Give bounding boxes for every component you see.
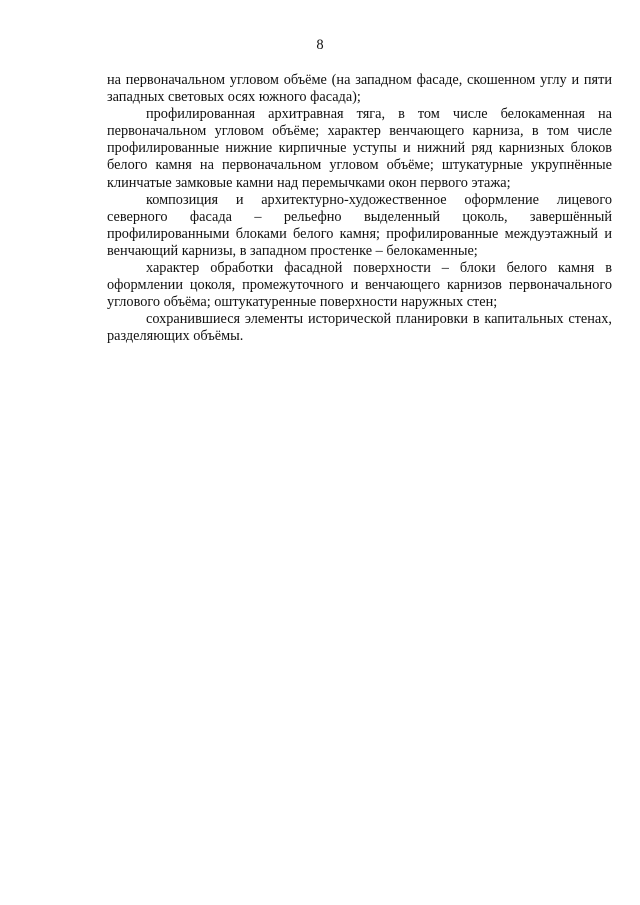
paragraph-continuation: на первоначальном угловом объёме (на западном фасаде, скошенном углу и пяти западных световых осях южного фасада); xyxy=(107,72,612,106)
page-number: 8 xyxy=(316,37,324,53)
paragraph-surface-treatment: характер обработки фасадной поверхности – блоки белого камня в оформлении цоколя, промежуточного и венчающего карнизов первоначального углового объёма; оштукатуренные поверхности наружных стен; xyxy=(107,260,612,311)
paragraph-planning: сохранившиеся элементы исторической планировки в капитальных стенах, разделяющих объёмы. xyxy=(107,311,612,345)
paragraph-architrave: профилированная архитравная тяга, в том числе белокаменная на первоначальном угловом объёме; характер венчающего карниза, в том числе профилированные нижние кирпичные уступы и нижний ряд карнизных блоков белого камня на первоначальном угловом объёме; штукатурные укрупнённые клинчатые замковые камни над перемычками окон первого этажа; xyxy=(107,106,612,191)
document-body xyxy=(107,72,612,346)
paragraph-north-facade: композиция и архитектурно-художественное оформление лицевого северного фасада – рельефно выделенный цоколь, завершённый профилированными блоками белого камня; профилированные междуэтажный и венчающий карнизы, в западном простенке – белокаменные; xyxy=(107,191,612,259)
